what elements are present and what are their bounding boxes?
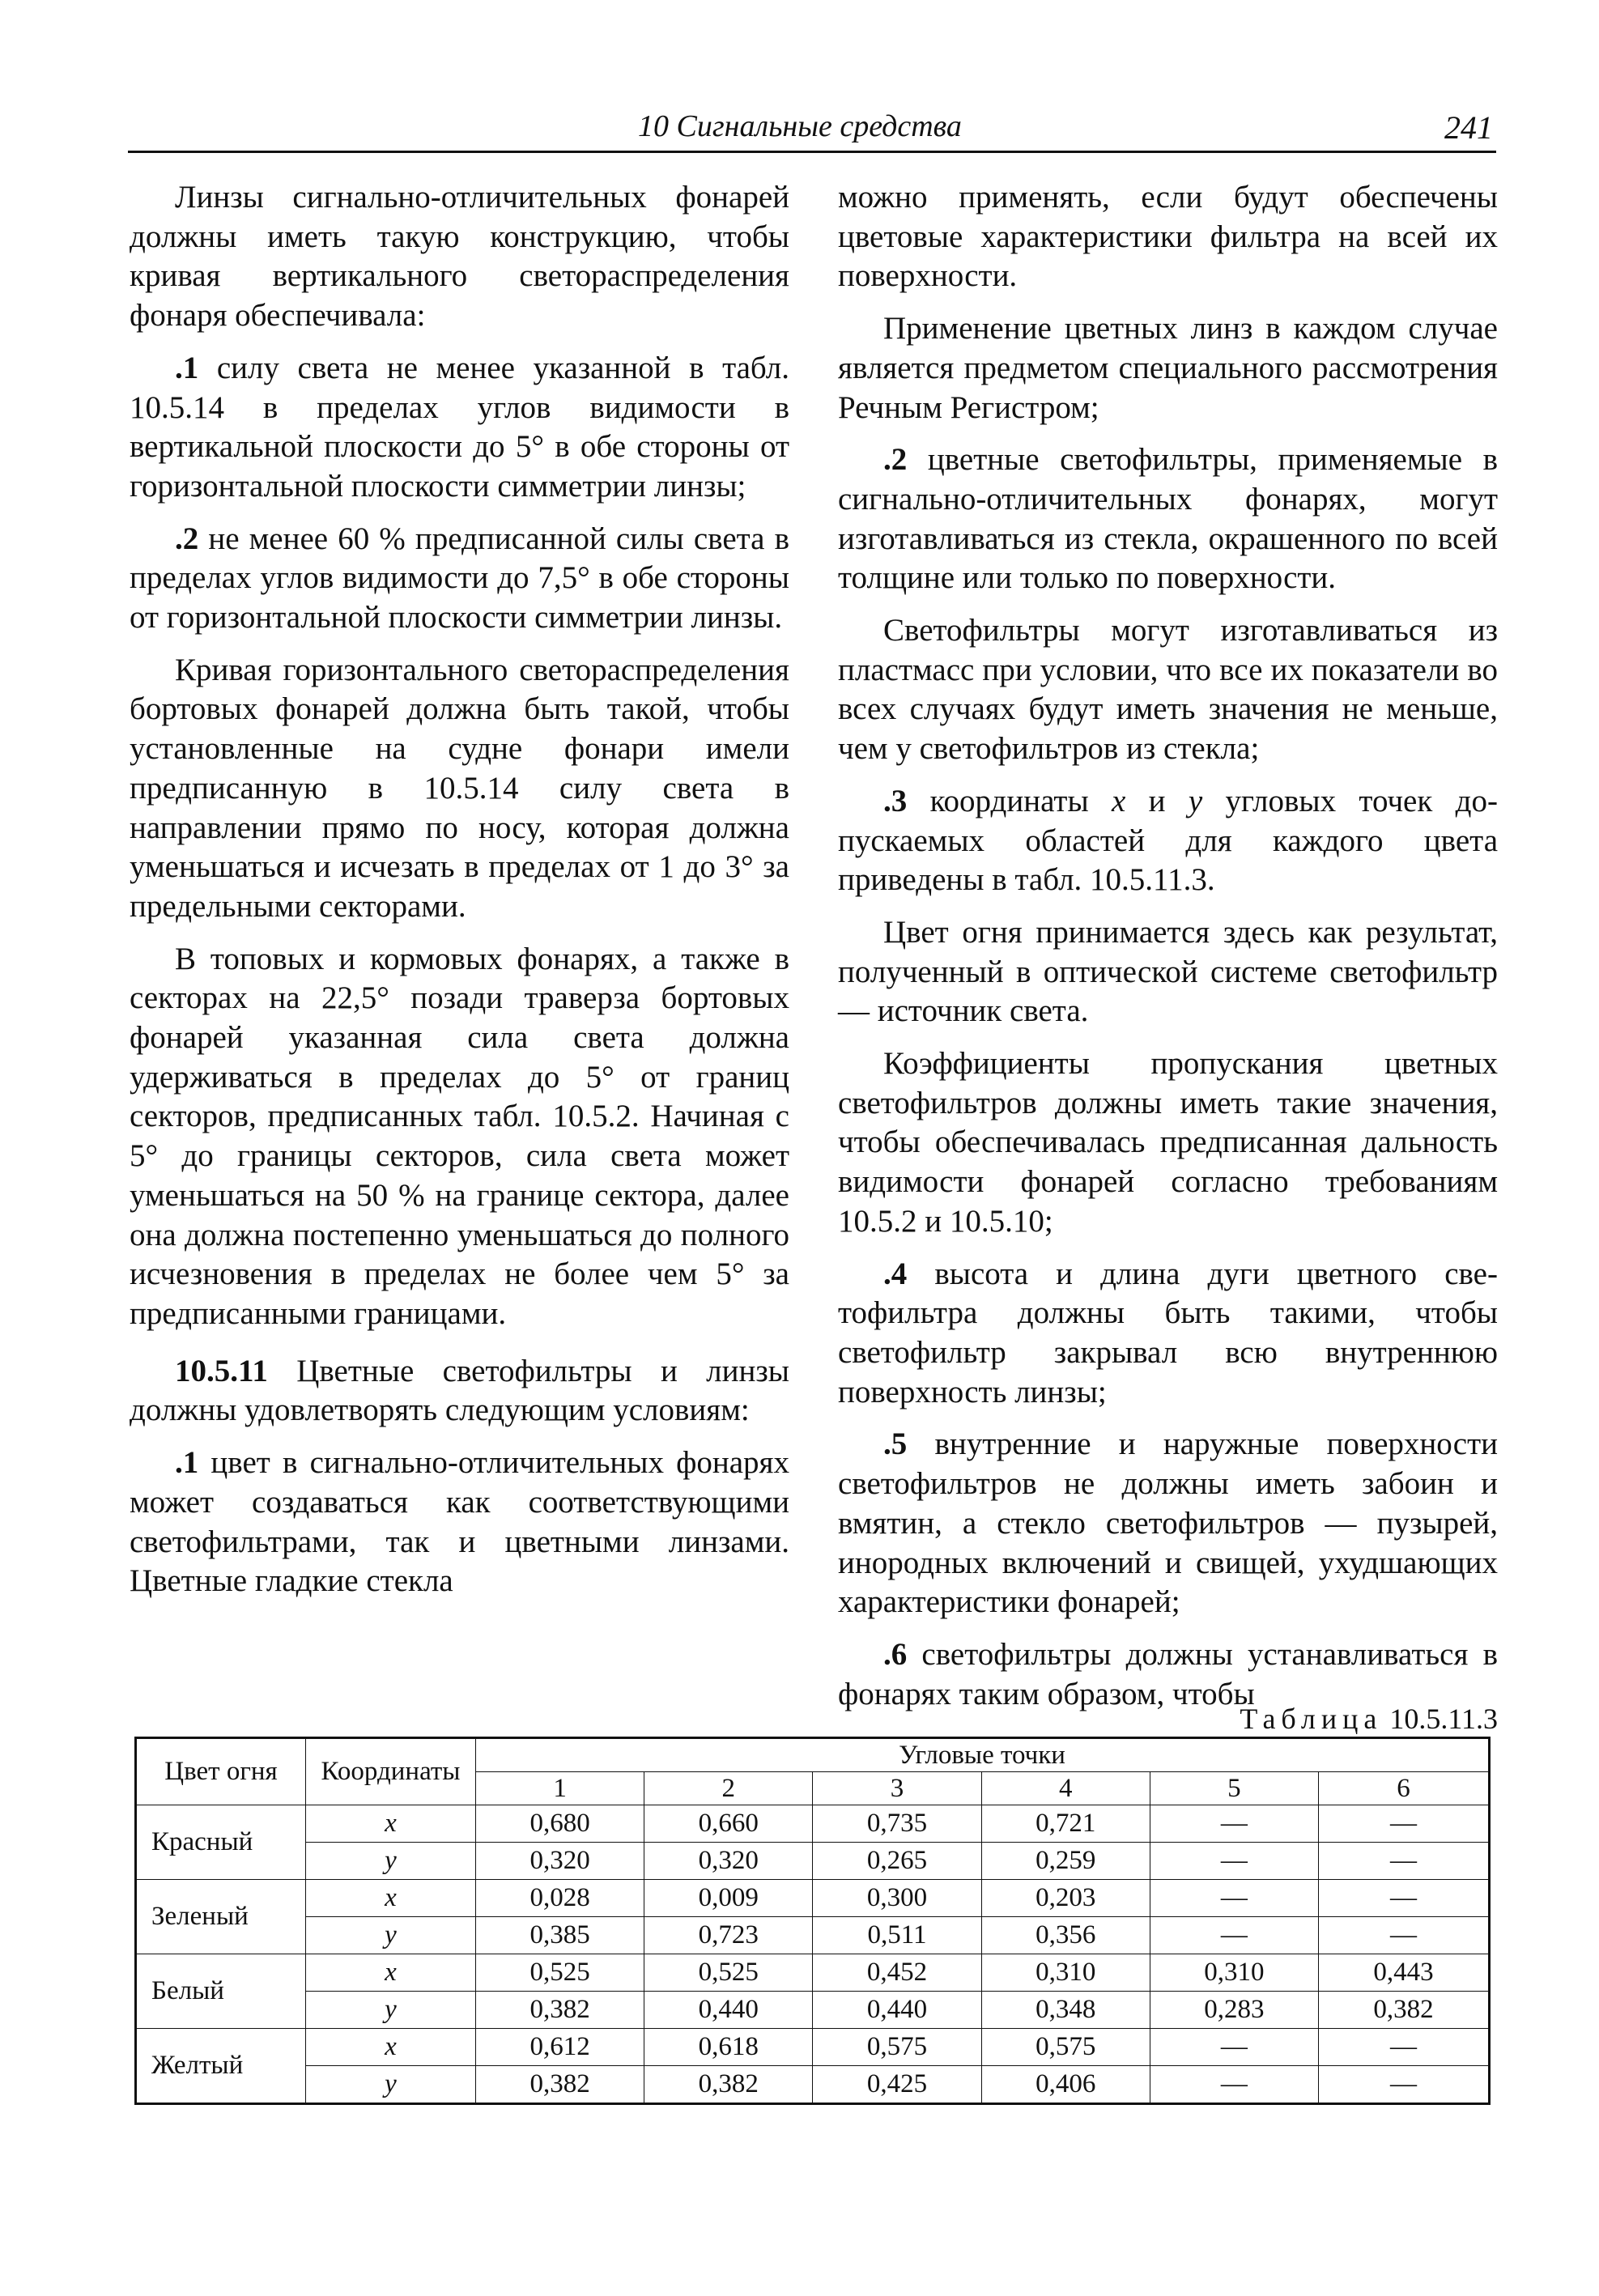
item-number: .2 <box>883 442 908 478</box>
table-cell: — <box>1150 1843 1318 1880</box>
paragraph: Светофильтры могут изготавливаться из пластмасс при условии, что все их показатели во всех случаях будут иметь значения не меньше, чем у светофильтров из стекла; <box>838 613 1498 767</box>
header-point: 2 <box>644 1772 813 1805</box>
header-point: 5 <box>1150 1772 1318 1805</box>
page-number: 241 <box>1444 109 1493 146</box>
table-cell: 0,300 <box>813 1880 981 1917</box>
color-name: Белый <box>136 1954 306 2029</box>
item-number: .1 <box>175 350 199 385</box>
table-cell: — <box>1319 2029 1490 2066</box>
table-cell: 0,452 <box>813 1954 981 1992</box>
table-cell: 0,320 <box>644 1843 813 1880</box>
header-point: 1 <box>476 1772 644 1805</box>
table-cell: — <box>1150 2066 1318 2104</box>
table-cell: 0,356 <box>981 1917 1150 1954</box>
item-number: .6 <box>883 1636 908 1672</box>
table-cell: — <box>1319 1880 1490 1917</box>
table-cell: — <box>1319 2066 1490 2104</box>
table-cell: 0,009 <box>644 1880 813 1917</box>
table-cell: — <box>1319 1917 1490 1954</box>
list-item-2: .2 не менее 60 % предписанной силы света в пределах углов видимости до 7,5° в обе стороны от горизонтальной плоскости симметрии линзы. <box>130 521 789 636</box>
table-cell: 0,440 <box>813 1992 981 2029</box>
table-cell: 0,320 <box>476 1843 644 1880</box>
header-corner-points: Угловые точки <box>476 1738 1490 1772</box>
right-column <box>838 178 1498 1727</box>
table-cell: 0,721 <box>981 1805 1150 1843</box>
table-row <box>136 1880 1490 1917</box>
running-title: 10 Сигнальные средства <box>638 109 962 143</box>
color-name: Зеленый <box>136 1880 306 1954</box>
header-point: 4 <box>981 1772 1150 1805</box>
table-cell: 0,575 <box>813 2029 981 2066</box>
table-row <box>136 2066 1490 2104</box>
item-number: .5 <box>883 1426 908 1462</box>
table-cell: 0,425 <box>813 2066 981 2104</box>
table-cell: 0,406 <box>981 2066 1150 2104</box>
table-cell: 0,382 <box>1319 1992 1490 2029</box>
coord-label: x <box>306 2029 476 2066</box>
header-point: 3 <box>813 1772 981 1805</box>
table-cell: 0,618 <box>644 2029 813 2066</box>
table-row <box>136 1954 1490 1992</box>
table-cell: — <box>1150 2029 1318 2066</box>
header-point: 6 <box>1319 1772 1490 1805</box>
header-coordinates: Координаты <box>306 1738 476 1805</box>
table-cell: 0,660 <box>644 1805 813 1843</box>
table-cell: 0,440 <box>644 1992 813 2029</box>
table-cell: 0,310 <box>1150 1954 1318 1992</box>
item-number: .1 <box>175 1445 199 1481</box>
table-cell: 0,735 <box>813 1805 981 1843</box>
table-row <box>136 1992 1490 2029</box>
list-item-1: .1 силу света не менее указанной в табл. 10.5.14 в пределах углов видимости в вертикальной плоскости до 5° в обе стороны от горизонтальной плоскости симметрии линзы; <box>130 350 789 504</box>
color-name: Красный <box>136 1805 306 1880</box>
table-row <box>136 1805 1490 1843</box>
color-coordinates-table <box>134 1737 1491 2105</box>
item-number: .3 <box>883 783 908 818</box>
table-cell: 0,723 <box>644 1917 813 1954</box>
section-10-5-11: 10.5.11 Цветные светофильтры и линзы должны удовлетворять следующим условиям: <box>130 1353 789 1428</box>
table-cell: 0,028 <box>476 1880 644 1917</box>
paragraph: Применение цветных линз в каждом случае является предметом специального рассмотрения Речным Регистром; <box>838 311 1498 425</box>
table-cell: 0,612 <box>476 2029 644 2066</box>
table-cell: — <box>1150 1805 1318 1843</box>
table-cell: 0,283 <box>1150 1992 1318 2029</box>
paragraph: Линзы сигнально-отличительных фонарей должны иметь такую конструкцию, чтобы кривая вертикального светораспределения фонаря обеспечивала: <box>130 180 789 334</box>
paragraph: Цвет огня принимается здесь как результат, полученный в оптической системе светофильтр — источник света. <box>838 914 1498 1029</box>
table-caption <box>1182 1702 1498 1736</box>
coord-label: y <box>306 1917 476 1954</box>
table-cell: 0,310 <box>981 1954 1150 1992</box>
table-cell: 0,265 <box>813 1843 981 1880</box>
table-cell: — <box>1150 1917 1318 1954</box>
coord-label: x <box>306 1805 476 1843</box>
list-item-6: .6 светофильтры должны устанавливаться в фонарях таким образом, чтобы <box>838 1636 1498 1711</box>
coord-label: y <box>306 2066 476 2104</box>
left-column <box>130 178 789 1614</box>
coord-label: y <box>306 1992 476 2029</box>
table-cell: 0,443 <box>1319 1954 1490 1992</box>
table-row <box>136 1843 1490 1880</box>
item-number: .2 <box>175 521 199 556</box>
list-item-2: .2 цветные светофильтры, применяемые в сигнально-отличительных фонарях, могут изготавливаться из стекла, окрашенного по всей толщине или только по поверхности. <box>838 442 1498 596</box>
section-number: 10.5.11 <box>175 1353 268 1388</box>
table-cell: — <box>1319 1805 1490 1843</box>
table-cell: 0,575 <box>981 2029 1150 2066</box>
paragraph: В топовых и кормовых фонарях, а также в секторах на 22,5° позади траверза бортовых фонарей указанная сила света должна удерживаться в пределах до 5° от границ секторов, предписанных табл. 10.5.2. Начиная с 5° до границы секторов, сила света может уменьшаться на 50 % на границе сектора, далее она должна постепенно уменьшаться до полного исчезновения в пределах не более чем 5° за предписанными границами. <box>130 941 789 1331</box>
table-row <box>136 2029 1490 2066</box>
table-cell: 0,525 <box>476 1954 644 1992</box>
table-cell: 0,525 <box>644 1954 813 1992</box>
paragraph: Кривая горизонтального светораспределения бортовых фонарей должна быть такой, чтобы установленные на судне фонари имели предписанную в 10.5.14 силу света в направлении прямо по носу, которая должна уменьшаться и исчезать в пределах от 1 до 3° за предельными секторами. <box>130 652 789 924</box>
paragraph: Коэффициенты пропускания цветных светофильтров должны иметь такие значения, чтобы обеспечивалась предписанная дальность видимости фонарей согласно требованиям 10.5.2 и 10.5.10; <box>838 1046 1498 1239</box>
page-header <box>128 107 1496 153</box>
table-caption-number: 10.5.11.3 <box>1389 1703 1498 1735</box>
table-cell: 0,511 <box>813 1917 981 1954</box>
coord-label: x <box>306 1880 476 1917</box>
table-cell: 0,259 <box>981 1843 1150 1880</box>
table-row <box>136 1917 1490 1954</box>
table-cell: 0,382 <box>476 1992 644 2029</box>
coord-label: x <box>306 1954 476 1992</box>
item-number: .4 <box>883 1256 908 1291</box>
table-cell: 0,385 <box>476 1917 644 1954</box>
list-item-4: .4 высота и длина дуги цветного светофильтра должны быть такими, чтобы светофильтр закрывал всю внутреннюю поверхность линзы; <box>838 1256 1498 1409</box>
table-cell: 0,382 <box>644 2066 813 2104</box>
list-item-3: .3 координаты x и y угловых точек допускаемых областей для каждого цвета приведены в табл. 10.5.11.3. <box>838 783 1498 898</box>
list-item-5: .5 внутренние и наружные поверхности светофильтров не должны иметь забоин и вмятин, а стекло светофильтров — пузырей, инородных включений и свищей, ухудшающих характеристики фонарей; <box>838 1426 1498 1620</box>
table-cell: — <box>1319 1843 1490 1880</box>
list-item-1: .1 цвет в сигнально-отличительных фонарях может создаваться как соответствующими светофильтрами, так и цветными линзами. Цветные гладкие стекла <box>130 1445 789 1599</box>
table-cell: 0,348 <box>981 1992 1150 2029</box>
table-cell: 0,203 <box>981 1880 1150 1917</box>
table-cell: 0,680 <box>476 1805 644 1843</box>
color-name: Желтый <box>136 2029 306 2104</box>
header-color: Цвет огня <box>136 1738 306 1805</box>
table-cell: — <box>1150 1880 1318 1917</box>
table-caption-word: Таблица <box>1240 1703 1383 1735</box>
table-cell: 0,382 <box>476 2066 644 2104</box>
paragraph: можно применять, если будут обеспечены цветовые характеристики фильтра на всей их поверхности. <box>838 180 1498 294</box>
coord-label: y <box>306 1843 476 1880</box>
